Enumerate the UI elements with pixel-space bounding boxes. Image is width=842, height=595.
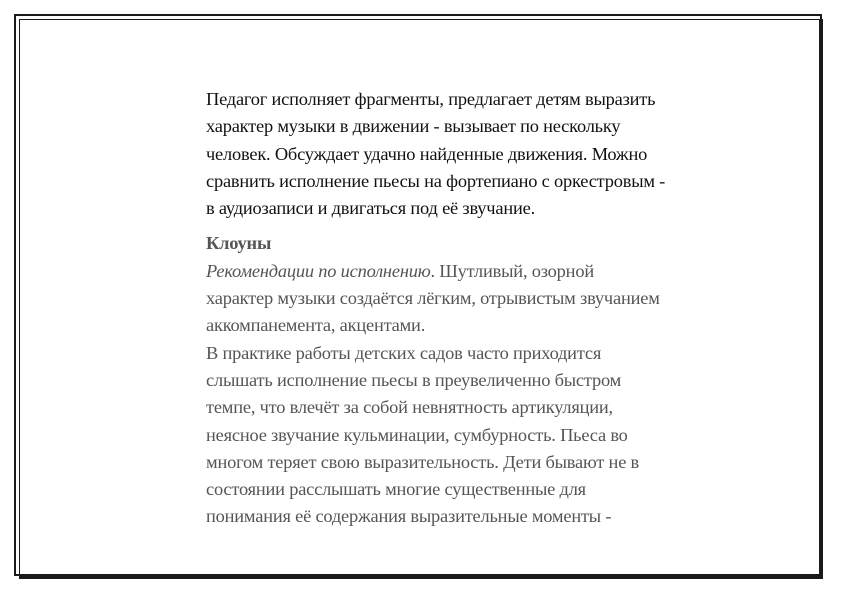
recommendation-line: [206, 258, 726, 285]
intro-line: Педагог исполняет фрагменты, предлагает детям выразить: [206, 89, 656, 109]
practice-line: многом теряет свою выразительность. Дети бывают не в: [206, 451, 640, 472]
intro-line: характер музыки в движении - вызывает по нескольку: [206, 116, 621, 137]
practice-line: В практике работы детских садов часто приходится: [206, 342, 602, 363]
practice-line: понимания её содержания выразительные моменты -: [206, 506, 612, 527]
intro-line: человек. Обсуждает удачно найденные движения. Можно: [206, 143, 648, 164]
practice-line: слышать исполнение пьесы в преувеличенно быстром: [206, 369, 622, 390]
recommendation-label: Рекомендации по исполнению: [206, 260, 431, 281]
recommendation-paragraph: [206, 258, 726, 340]
practice-line: состоянии расслышать многие существенные для: [206, 479, 586, 500]
practice-line: темпе, что влечёт за собой невнятность артикуляции,: [206, 397, 613, 418]
intro-line: сравнить исполнение пьесы на фортепиано с оркестровым -: [206, 170, 666, 191]
section-heading: Клоуны: [206, 233, 272, 254]
intro-paragraph: [206, 86, 726, 222]
practice-line: неясное звучание кульминации, сумбурность. Пьеса во: [206, 424, 628, 445]
practice-paragraph: [206, 340, 726, 531]
recommendation-text: . Шутливый, озорной: [430, 260, 594, 281]
intro-line: в аудиозаписи и двигаться под её звучание.: [206, 198, 535, 219]
recommendation-line: характер музыки создаётся лёгким, отрывистым звучанием: [206, 288, 660, 309]
text-content: [206, 86, 726, 531]
recommendation-line: аккомпанемента, акцентами.: [206, 315, 426, 336]
